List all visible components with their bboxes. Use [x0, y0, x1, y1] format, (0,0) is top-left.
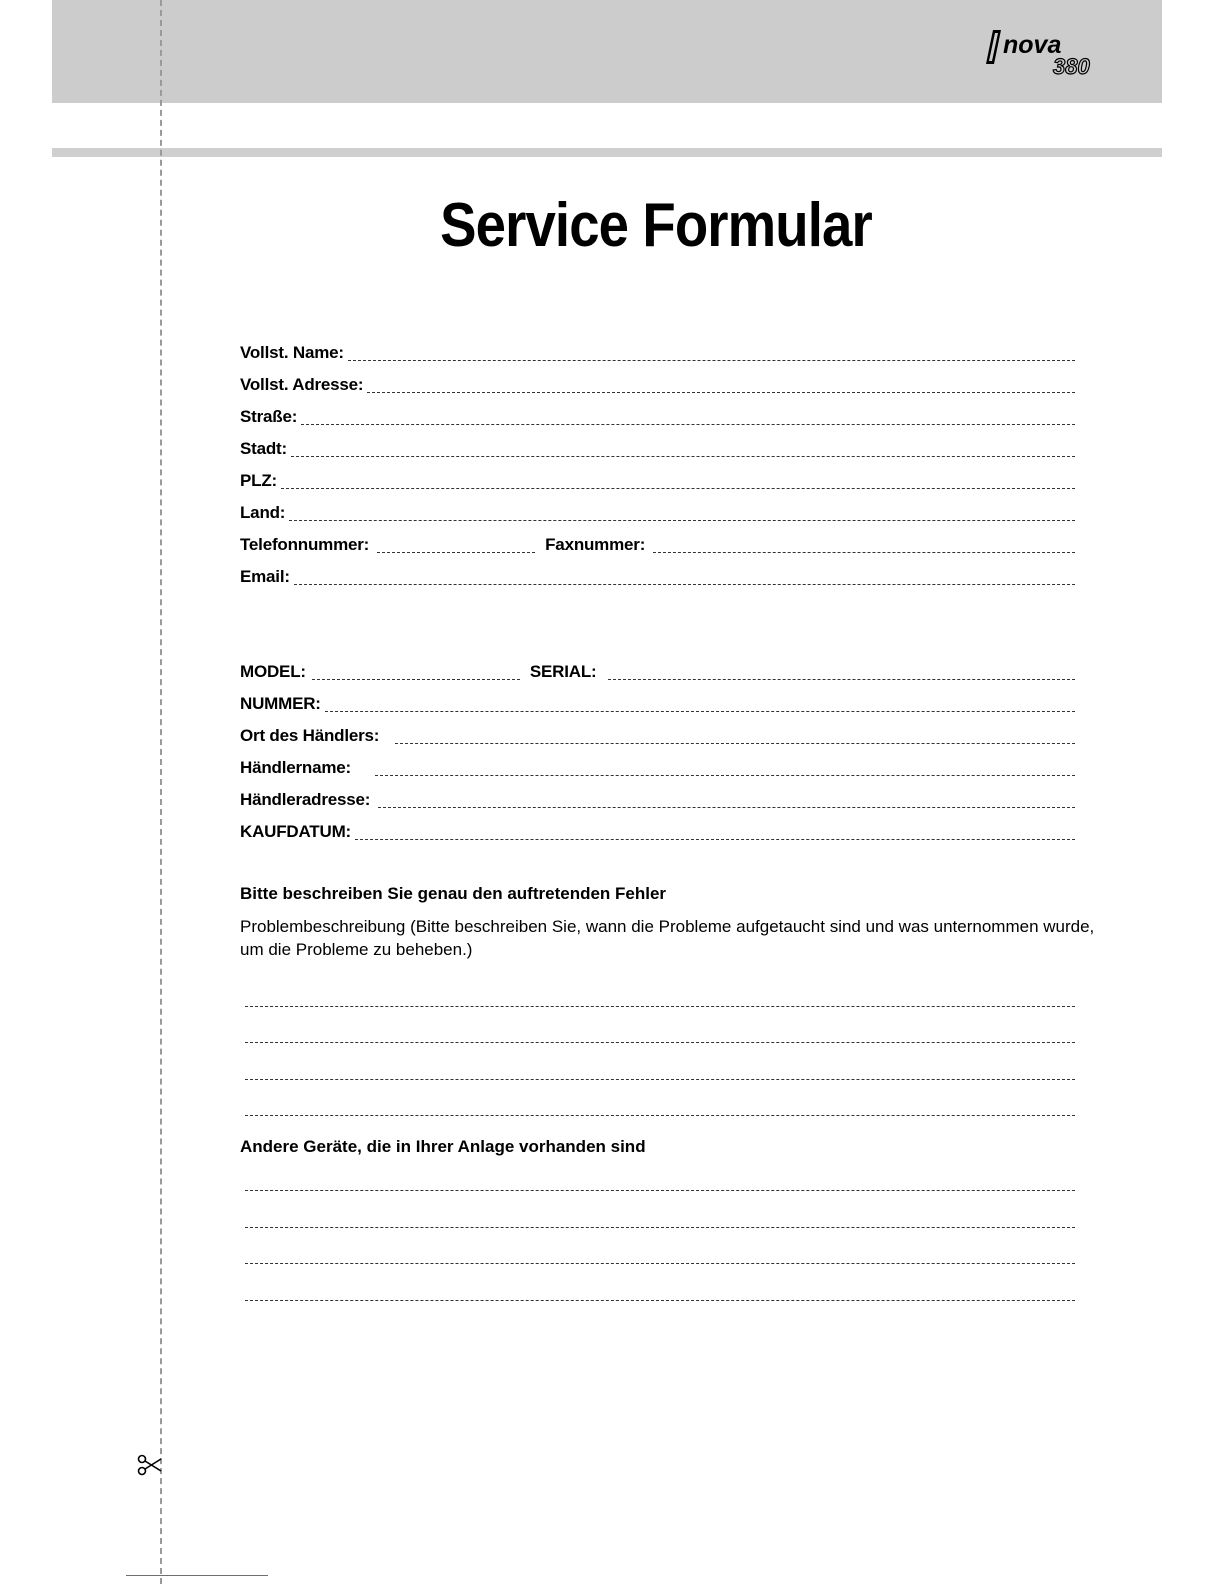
sub-header-band: [52, 148, 1162, 157]
serial-label: SERIAL:: [529, 662, 597, 681]
country-field[interactable]: [240, 501, 1075, 523]
serial-line[interactable]: [608, 679, 1075, 680]
fax-label: Faxnummer:: [545, 535, 646, 554]
purchase-date-label: KAUFDATUM:: [240, 822, 351, 841]
full-address-line[interactable]: [367, 392, 1075, 393]
devices-heading: Andere Geräte, die in Ihrer Anlage vorhanden sind: [240, 1137, 646, 1156]
problem-write-line[interactable]: [245, 1042, 1075, 1043]
purchase-date-line[interactable]: [355, 839, 1075, 840]
problem-description-line2: um die Probleme zu beheben.): [240, 940, 473, 959]
dealer-location-field[interactable]: [240, 724, 1075, 746]
problem-write-line[interactable]: [245, 1115, 1075, 1116]
street-field[interactable]: [240, 405, 1075, 427]
problem-write-line[interactable]: [245, 1079, 1075, 1080]
dealer-name-label: Händlername:: [240, 758, 351, 777]
inova-logo-graphic: [985, 26, 1115, 78]
svg-text:nova: nova: [1003, 31, 1062, 59]
number-line[interactable]: [325, 711, 1075, 712]
email-label: Email:: [240, 567, 290, 586]
dealer-name-line[interactable]: [375, 775, 1075, 776]
number-label: NUMMER:: [240, 694, 321, 713]
full-address-label: Vollst. Adresse:: [240, 375, 364, 394]
zip-line[interactable]: [281, 488, 1075, 489]
full-address-field[interactable]: [240, 373, 1075, 395]
model-label: MODEL:: [240, 662, 306, 681]
problem-description-line1: Problembeschreibung (Bitte beschreiben Sie, wann die Probleme aufgetaucht sind und was unternommen wurde,: [240, 917, 1095, 936]
model-serial-field[interactable]: [240, 660, 1075, 682]
dealer-name-field[interactable]: [240, 756, 1075, 778]
zip-label: PLZ:: [240, 471, 277, 490]
purchase-date-field[interactable]: [240, 820, 1075, 842]
scissors-icon: [137, 1452, 163, 1478]
email-field[interactable]: [240, 565, 1075, 587]
city-label: Stadt:: [240, 439, 287, 458]
devices-write-line[interactable]: [245, 1227, 1075, 1228]
dealer-location-line[interactable]: [395, 743, 1075, 744]
zip-field[interactable]: [240, 469, 1075, 491]
problem-heading: Bitte beschreiben Sie genau den auftretenden Fehler: [240, 884, 667, 903]
model-line[interactable]: [312, 679, 520, 680]
devices-write-line[interactable]: [245, 1190, 1075, 1191]
fax-line[interactable]: [653, 552, 1075, 553]
problem-write-line[interactable]: [245, 1006, 1075, 1007]
corner-rule: [126, 1575, 268, 1576]
dealer-address-line[interactable]: [378, 807, 1075, 808]
cut-guide-line: [160, 0, 162, 1584]
street-label: Straße:: [240, 407, 298, 426]
full-name-field[interactable]: [240, 341, 1075, 363]
city-field[interactable]: [240, 437, 1075, 459]
svg-text:380: 380: [1053, 54, 1090, 78]
scissors-icon-graphic: [137, 1452, 163, 1478]
email-line[interactable]: [294, 584, 1075, 585]
city-line[interactable]: [291, 456, 1075, 457]
full-name-line[interactable]: [348, 360, 1075, 361]
country-label: Land:: [240, 503, 286, 522]
full-name-label: Vollst. Name:: [240, 343, 344, 362]
inova-380-logo: [985, 26, 1115, 78]
phone-line[interactable]: [377, 552, 535, 553]
country-line[interactable]: [289, 520, 1075, 521]
phone-fax-field[interactable]: [240, 533, 1075, 555]
number-field[interactable]: [240, 692, 1075, 714]
dealer-address-label: Händleradresse:: [240, 790, 371, 809]
devices-write-line[interactable]: [245, 1300, 1075, 1301]
dealer-location-label: Ort des Händlers:: [240, 726, 380, 745]
phone-label: Telefonnummer:: [240, 535, 370, 554]
devices-write-line[interactable]: [245, 1263, 1075, 1264]
dealer-address-field[interactable]: [240, 788, 1075, 810]
page-title: Service Formular: [440, 191, 872, 260]
street-line[interactable]: [301, 424, 1075, 425]
